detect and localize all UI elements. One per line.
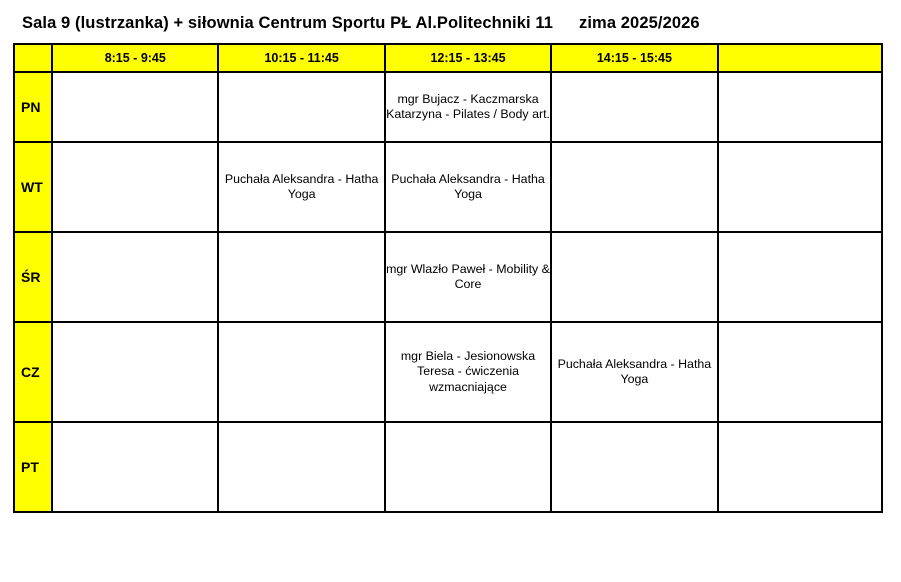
cell-sr-slot4[interactable] [551, 232, 717, 322]
table-body [14, 72, 882, 512]
schedule-table [13, 43, 883, 513]
day-label-pt: PT [14, 422, 52, 512]
cell-pn-slot3[interactable] [385, 72, 551, 142]
cell-cz-slot4[interactable] [551, 322, 717, 422]
cell-text: Puchała Aleksandra - Hatha Yoga [557, 356, 712, 386]
cell-cz-slot1[interactable] [52, 322, 218, 422]
cell-text: Puchała Aleksandra - Hatha Yoga [224, 171, 379, 201]
table-row [14, 422, 882, 512]
schedule-table-wrapper [13, 43, 883, 513]
cell-pt-slot1[interactable] [52, 422, 218, 512]
cell-pn-slot1[interactable] [52, 72, 218, 142]
cell-wt-slot4[interactable] [551, 142, 717, 232]
cell-wt-slot5[interactable] [718, 142, 882, 232]
cell-text: mgr Bujacz - Kaczmarska Katarzyna - Pilates / Body art. [386, 91, 550, 121]
cell-pt-slot4[interactable] [551, 422, 717, 512]
header-row [14, 44, 882, 72]
season-label: zima 2025/2026 [579, 14, 700, 32]
page-title-text: Sala 9 (lustrzanka) + siłownia Centrum Sportu PŁ Al.Politechniki 11 [22, 14, 554, 32]
cell-pt-slot5[interactable] [718, 422, 882, 512]
table-row [14, 142, 882, 232]
cell-text: mgr Wlazło Paweł - Mobility & Core [386, 261, 550, 291]
table-header [14, 44, 882, 72]
column-header-slot-1: 8:15 - 9:45 [52, 44, 218, 72]
table-row [14, 72, 882, 142]
cell-text: mgr Biela - Jesionowska Teresa - ćwiczenia wzmacniające [400, 349, 536, 394]
column-header-slot-2: 10:15 - 11:45 [218, 44, 384, 72]
cell-sr-slot1[interactable] [52, 232, 218, 322]
cell-wt-slot3[interactable] [385, 142, 551, 232]
page-title [0, 0, 901, 43]
cell-sr-slot5[interactable] [718, 232, 882, 322]
cell-pt-slot3[interactable] [385, 422, 551, 512]
header-corner [14, 44, 52, 72]
cell-cz-slot2[interactable] [218, 322, 384, 422]
table-row [14, 322, 882, 422]
cell-sr-slot2[interactable] [218, 232, 384, 322]
cell-pn-slot4[interactable] [551, 72, 717, 142]
column-header-slot-4: 14:15 - 15:45 [551, 44, 717, 72]
column-header-slot-3: 12:15 - 13:45 [385, 44, 551, 72]
cell-sr-slot3[interactable] [385, 232, 551, 322]
day-label-sr: ŚR [14, 232, 52, 322]
cell-wt-slot2[interactable] [218, 142, 384, 232]
table-row [14, 232, 882, 322]
cell-cz-slot3[interactable] [385, 322, 551, 422]
cell-wt-slot1[interactable] [52, 142, 218, 232]
day-label-pn: PN [14, 72, 52, 142]
cell-pn-slot2[interactable] [218, 72, 384, 142]
cell-pn-slot5[interactable] [718, 72, 882, 142]
cell-text: Puchała Aleksandra - Hatha Yoga [391, 171, 545, 201]
cell-cz-slot5[interactable] [718, 322, 882, 422]
day-label-wt: WT [14, 142, 52, 232]
day-label-cz: CZ [14, 322, 52, 422]
column-header-slot-5 [718, 44, 882, 72]
cell-pt-slot2[interactable] [218, 422, 384, 512]
